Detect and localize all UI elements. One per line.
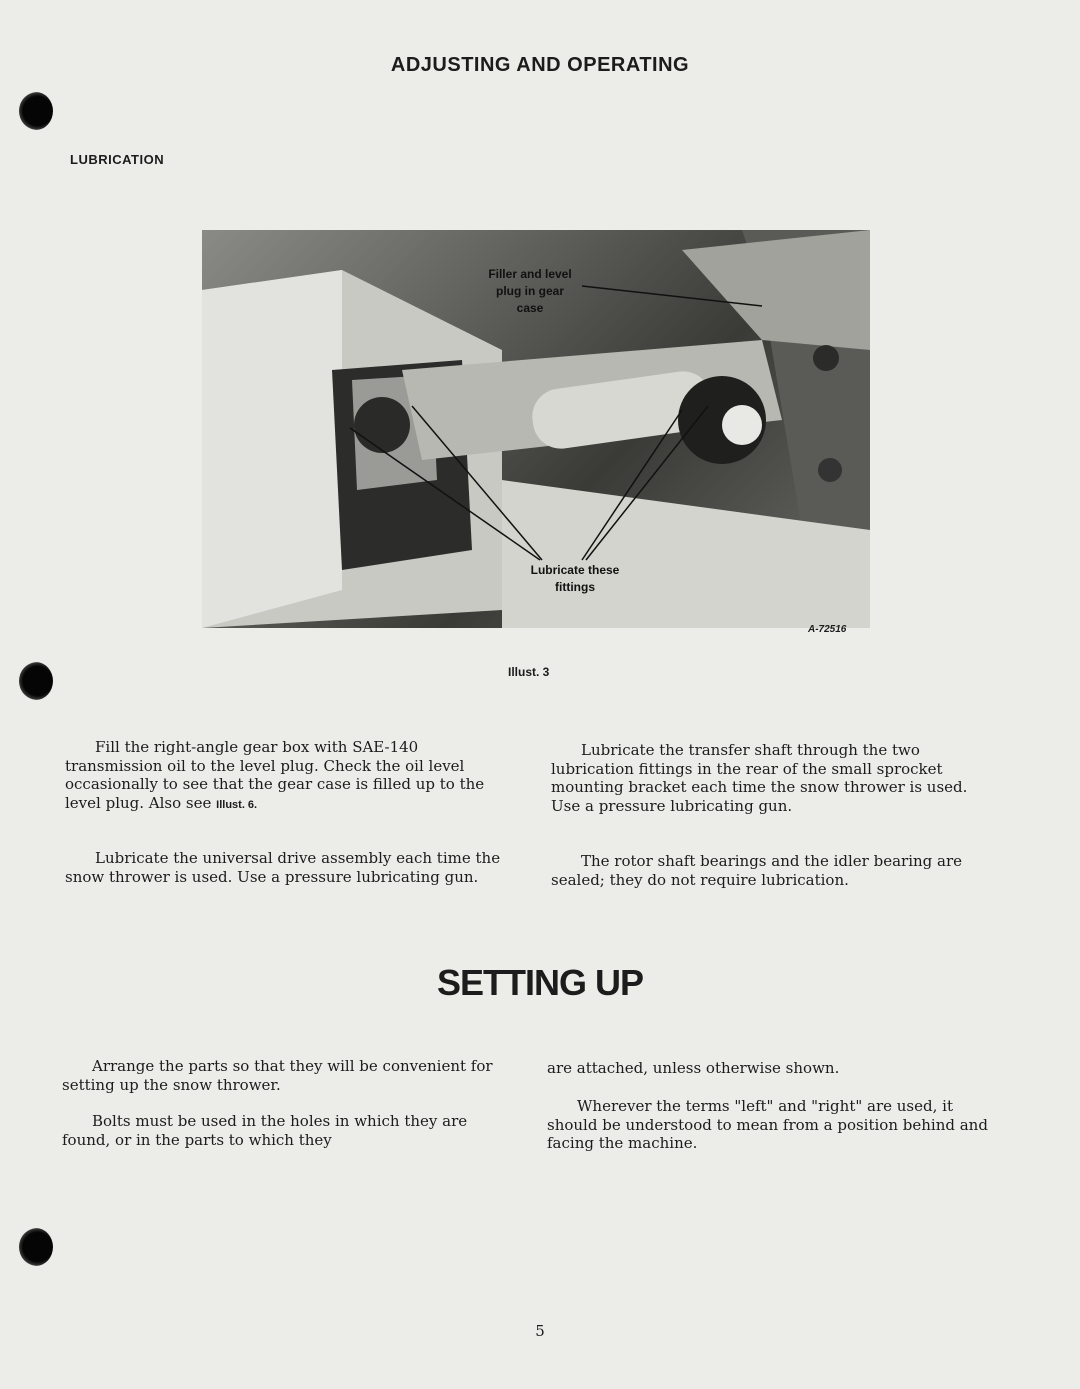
paragraph-text: The rotor shaft bearings and the idler bearing are sealed; they do not require lubrication. — [551, 852, 963, 889]
callout-line: Filler and level — [488, 267, 572, 281]
setting-up-title: SETTING UP — [436, 962, 644, 1003]
page-title: ADJUSTING AND OPERATING — [390, 54, 690, 76]
figure-caption: Illust. 3 — [508, 665, 550, 679]
left-right-paragraph — [547, 1097, 997, 1153]
page-number: 5 — [535, 1322, 545, 1340]
illustration-reference: Illust. 6. — [216, 798, 258, 811]
paragraph-text: Fill the right-angle gear box with SAE-140 transmission oil to the level plug. Check the oil level occasionally to see that the gear case is filled up to the level plug. Also see — [65, 738, 485, 812]
arrange-parts-paragraph — [62, 1057, 512, 1094]
bolts-paragraph — [62, 1112, 512, 1149]
universal-drive-paragraph — [65, 849, 515, 886]
binder-hole — [19, 92, 53, 130]
lubricate-fittings-callout — [520, 562, 630, 596]
paragraph-text: Wherever the terms "left" and "right" are used, it should be understood to mean from a position behind and facing the machine. — [547, 1097, 988, 1152]
gearbox-paragraph — [65, 738, 515, 814]
callout-line: case — [516, 301, 544, 315]
callout-line: plug in gear — [495, 284, 564, 298]
figure-id: A-72516 — [808, 624, 847, 635]
filler-plug-callout — [470, 266, 590, 317]
paragraph-text: Arrange the parts so that they will be convenient for setting up the snow thrower. — [62, 1057, 493, 1094]
binder-hole — [19, 1228, 53, 1266]
lubrication-heading: LUBRICATION — [70, 152, 165, 167]
callout-line: Lubricate these — [530, 563, 620, 577]
paragraph-text: are attached, unless otherwise shown. — [547, 1059, 840, 1077]
paragraph-text: Bolts must be used in the holes in which they are found, or in the parts to which they — [62, 1112, 468, 1149]
sealed-bearings-paragraph — [551, 852, 1001, 889]
bolts-paragraph-continued — [547, 1059, 997, 1078]
paragraph-text: Lubricate the universal drive assembly each time the snow thrower is used. Use a pressure lubricating gun. — [65, 849, 501, 886]
binder-hole — [19, 662, 53, 700]
callout-line: fittings — [555, 580, 595, 594]
transfer-shaft-paragraph — [551, 741, 1001, 815]
paragraph-text: Lubricate the transfer shaft through the two lubrication fittings in the rear of the small sprocket mounting bracket each time the snow thrower is used. Use a pressure lubricating gun. — [551, 741, 968, 815]
